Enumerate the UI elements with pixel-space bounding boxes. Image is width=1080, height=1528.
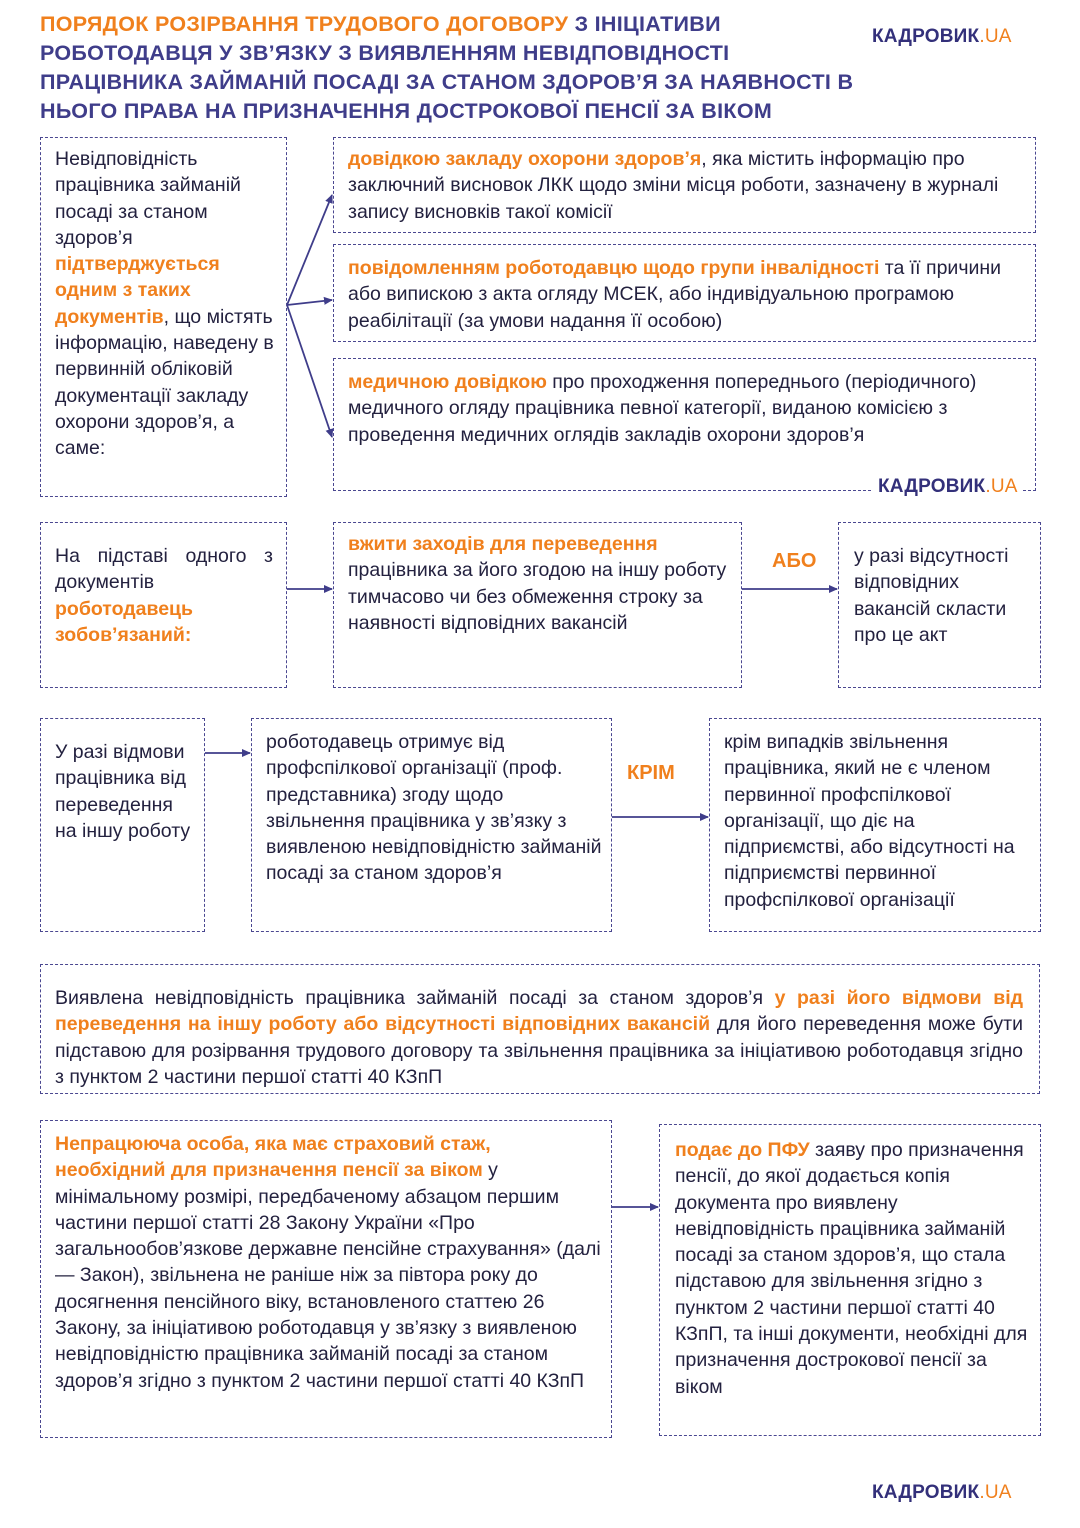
unemployed-person-box [40,1120,612,1438]
document-item-3-text: про проходження попереднього (періодичного) медичного огляду працівника певної категорії, виданою комісією з проведення медичних оглядів закладів охорони здоров’я [348,371,977,446]
confirmation-box [40,137,287,497]
dismissal-basis-text [55,985,1023,1090]
refusal-box [40,718,205,932]
title-rest: З ІНІЦІАТИВИ РОБОТОДАВЦЯ У ЗВ’ЯЗКУ З ВИЯВЛЕННЯМ НЕВІДПОВІДНОСТІ ПРАЦІВНИКА ЗАЙМАНІЙ ПОСАДІ ЗА СТАНОМ ЗДОРОВ’Я ЗА НАЯВНОСТІ В НЬОГО ПРАВА НА ПРИЗНАЧЕННЯ ДОСТРОКОВОЇ ПЕНСІЇ ЗА ВІКОМ [40,12,854,123]
pfu-text: заяву про призначення пенсії, до якої додається копія документа про виявлену невідповідність працівника займаній посаді за станом здоров’я, що стала підставою для звільнення згідно з пунктом 2 частини першої статті 40 КЗпП, та інші документи, необхідні для призначення дострокової пенсії за віком [675,1139,1028,1398]
logo-name: КАДРОВИК [872,26,980,47]
transfer-text: працівника за його згодою на іншу роботу тимчасово чи без обмеження строку за наявності відповідних вакансій [348,559,727,634]
unemployed-person-text [55,1131,603,1394]
act-text: у разі відсутності відповідних вакансій скласти про це акт [854,545,1009,646]
refusal-text: У разі відмови працівника від переведення на іншу роботу [55,741,191,842]
arrow-to-item-2 [287,300,332,305]
logo-domain: .UA [979,26,1012,47]
document-item-2-highlight: повідомленням роботодавцю щодо групи інвалідності [348,257,880,279]
logo-bottom-domain: .UA [979,1482,1012,1503]
document-item-1 [333,137,1036,233]
confirmation-text-a: Невідповідність працівника займаній посаді за станом здоров’я [55,148,241,249]
logo-middle [872,476,1022,498]
transfer-box [333,522,742,688]
arrow-to-item-3 [287,305,332,437]
pfu-highlight: подає до ПФУ [675,1139,810,1161]
exception-box [709,718,1041,932]
union-consent-text: роботодавець отримує від профспілкової організації (проф. представника) згоду щодо звільнення працівника у зв’язку з виявленою невідповідністю займаній посаді за станом здоров’я [266,731,602,885]
logo-middle-name: КАДРОВИК [878,476,986,497]
document-item-1-highlight: довідкою закладу охорони здоров’я [348,148,702,170]
obligation-highlight: роботодавець зобов’язаний: [55,597,194,646]
logo-bottom [872,1482,1012,1504]
confirmation-highlight: підтверджується одним з таких документів [55,253,220,328]
dismissal-text-b: для його переведення може бути підставою для розірвання трудового договору та звільнення працівника за ініціативою роботодавця згідно з пунктом 2 частини першої статті 40 КЗпП [55,1013,1023,1088]
confirmation-text [55,146,277,462]
exception-text: крім випадків звільнення працівника, який не є членом первинної профспілкової організації, що діє на підприємстві, або відсутності на підприємстві первинної профспілкової організації [724,731,1015,911]
arrow-to-item-1 [287,195,332,305]
document-item-3 [333,358,1036,491]
pfu-application-box [659,1124,1041,1436]
obligation-text [55,543,273,648]
document-item-3-highlight: медичною довідкою [348,371,547,393]
logo-middle-domain: .UA [985,476,1018,497]
document-item-2 [333,244,1036,342]
unemployed-highlight: Непрацююча особа, яка має страховий стаж, необхідний для призначення пенсії за віком [55,1133,491,1182]
dismissal-text-a: Виявлена невідповідність працівника займаній посаді за станом здоров’я [55,987,775,1009]
union-consent-box [251,718,612,932]
document-item-1-text: , яка містить інформацію про заключний висновок ЛКК щодо зміни місця роботи, зазначену в журналі запису висновків такої комісії [348,148,999,223]
obligation-box [40,522,287,688]
act-box [838,522,1041,688]
logo-bottom-name: КАДРОВИК [872,1482,980,1503]
unemployed-text: у мінімальному розмірі, передбаченому абзацом першим частини першої статті 28 Закону України «Про загальнообов’язкове державне пенсійне страхування» (далі — Закон), звільнена не раніше ніж за півтора року до досягнення пенсійного віку, встановленого статтею 26 Закону, за ініціативою роботодавця у зв’язку з виявленою невідповідністю працівника займаній посаді за станом здоров’я згідно з пунктом 2 частини першої статті 40 КЗпП [55,1159,601,1392]
except-connector: КРІМ [627,762,675,784]
dismissal-basis-box [40,964,1040,1094]
document-item-2-text: та її причини або випискою з акта огляду МСЕК, або індивідуальною програмою реабілітації (за умови надання її особою) [348,257,1002,332]
pfu-application-text [675,1137,1030,1400]
or-connector: АБО [772,550,817,572]
obligation-text-plain: На підставі одного з документів [55,545,273,594]
dismissal-highlight: у разі його відмови від переведення на іншу роботу або відсутності відповідних вакансій [55,987,1023,1036]
transfer-highlight: вжити заходів для переведення [348,533,658,555]
confirmation-text-b: , що містять інформацію, наведену в первинній обліковій документації закладу охорони здоров’я, а саме: [55,305,274,460]
title-highlight: ПОРЯДОК РОЗІРВАННЯ ТРУДОВОГО ДОГОВОРУ [40,12,569,36]
